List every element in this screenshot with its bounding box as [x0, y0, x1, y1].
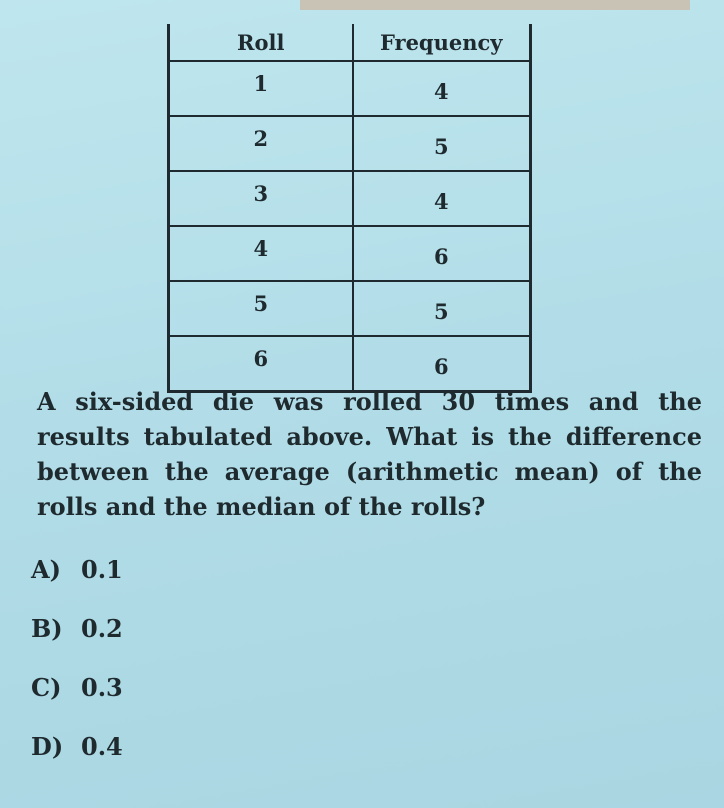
choice-value: 0.2 — [81, 614, 123, 643]
roll-cell: 1 — [169, 61, 353, 116]
table-row — [169, 171, 531, 226]
frequency-cell: 5 — [353, 281, 531, 336]
choice-letter: B) — [31, 614, 63, 643]
choice-letter: A) — [31, 555, 61, 584]
choice-letter: C) — [31, 673, 62, 702]
header-frequency: Frequency — [353, 24, 531, 61]
header-roll: Roll — [169, 24, 353, 61]
choice-value: 0.1 — [81, 555, 123, 584]
choice-d[interactable] — [31, 732, 123, 791]
frequency-cell: 6 — [353, 226, 531, 281]
roll-cell: 2 — [169, 116, 353, 171]
frequency-cell: 5 — [353, 116, 531, 171]
frequency-cell: 6 — [353, 336, 531, 392]
answer-choices — [31, 555, 123, 791]
choice-value: 0.3 — [81, 673, 123, 702]
question-text: A six-sided die was rolled 30 times and the results tabulated above. What is the difference between the average (arithmetic mean) of the rolls and the median of the rolls? — [37, 387, 702, 521]
choice-c[interactable] — [31, 673, 123, 732]
roll-cell: 3 — [169, 171, 353, 226]
top-edge-strip — [300, 0, 690, 10]
roll-cell: 6 — [169, 336, 353, 392]
choice-a[interactable] — [31, 555, 123, 614]
choice-b[interactable] — [31, 614, 123, 673]
roll-cell: 4 — [169, 226, 353, 281]
frequency-table — [167, 24, 532, 393]
table-row — [169, 116, 531, 171]
table-row — [169, 281, 531, 336]
table-row — [169, 226, 531, 281]
table-row — [169, 61, 531, 116]
roll-cell: 5 — [169, 281, 353, 336]
choice-letter: D) — [31, 732, 64, 761]
frequency-cell: 4 — [353, 171, 531, 226]
choice-value: 0.4 — [81, 732, 123, 761]
frequency-cell: 4 — [353, 61, 531, 116]
table-header-row — [169, 24, 531, 61]
